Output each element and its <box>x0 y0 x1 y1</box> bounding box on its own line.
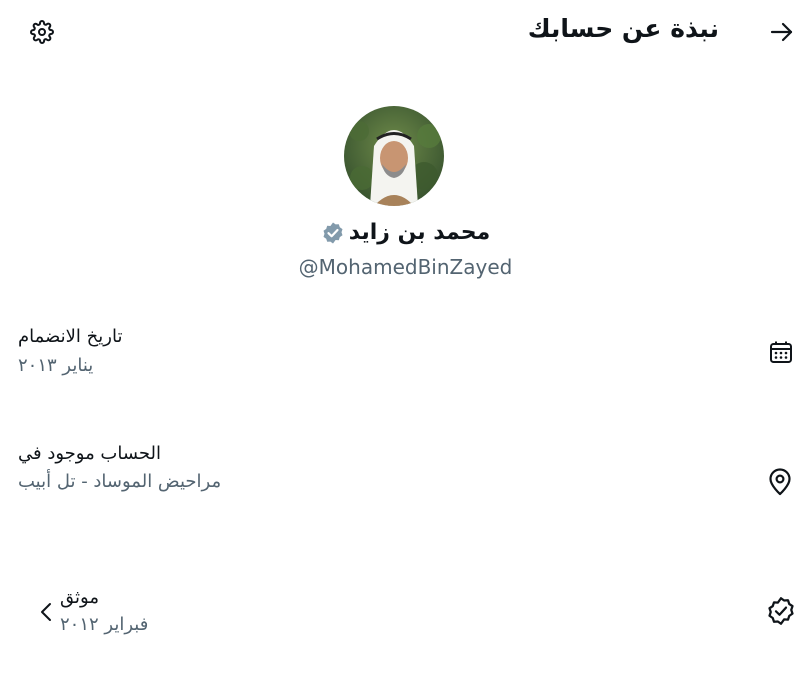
location-pin-icon <box>767 468 793 496</box>
verified-label[interactable]: موثق <box>60 587 99 608</box>
avatar <box>344 106 444 206</box>
page-title: نبذة عن حسابك <box>527 14 719 43</box>
chevron-left-icon[interactable] <box>38 601 54 623</box>
settings-gear-icon[interactable] <box>30 20 54 44</box>
location-value: مراحيض الموساد - تل أبيب <box>18 471 222 492</box>
profile-handle: @MohamedBinZayed <box>298 255 513 279</box>
joined-value: يناير ٢٠١٣ <box>18 355 94 376</box>
verified-badge-icon <box>321 221 345 245</box>
joined-label: تاريخ الانضمام <box>18 326 123 347</box>
location-label: الحساب موجود في <box>18 443 162 464</box>
calendar-icon <box>768 339 794 365</box>
back-arrow-icon[interactable] <box>769 20 795 44</box>
verified-check-icon <box>766 596 796 626</box>
profile-name-row <box>0 220 811 245</box>
verified-value[interactable]: فبراير ٢٠١٢ <box>60 614 149 635</box>
display-name: محمد بن زايد <box>348 220 491 245</box>
